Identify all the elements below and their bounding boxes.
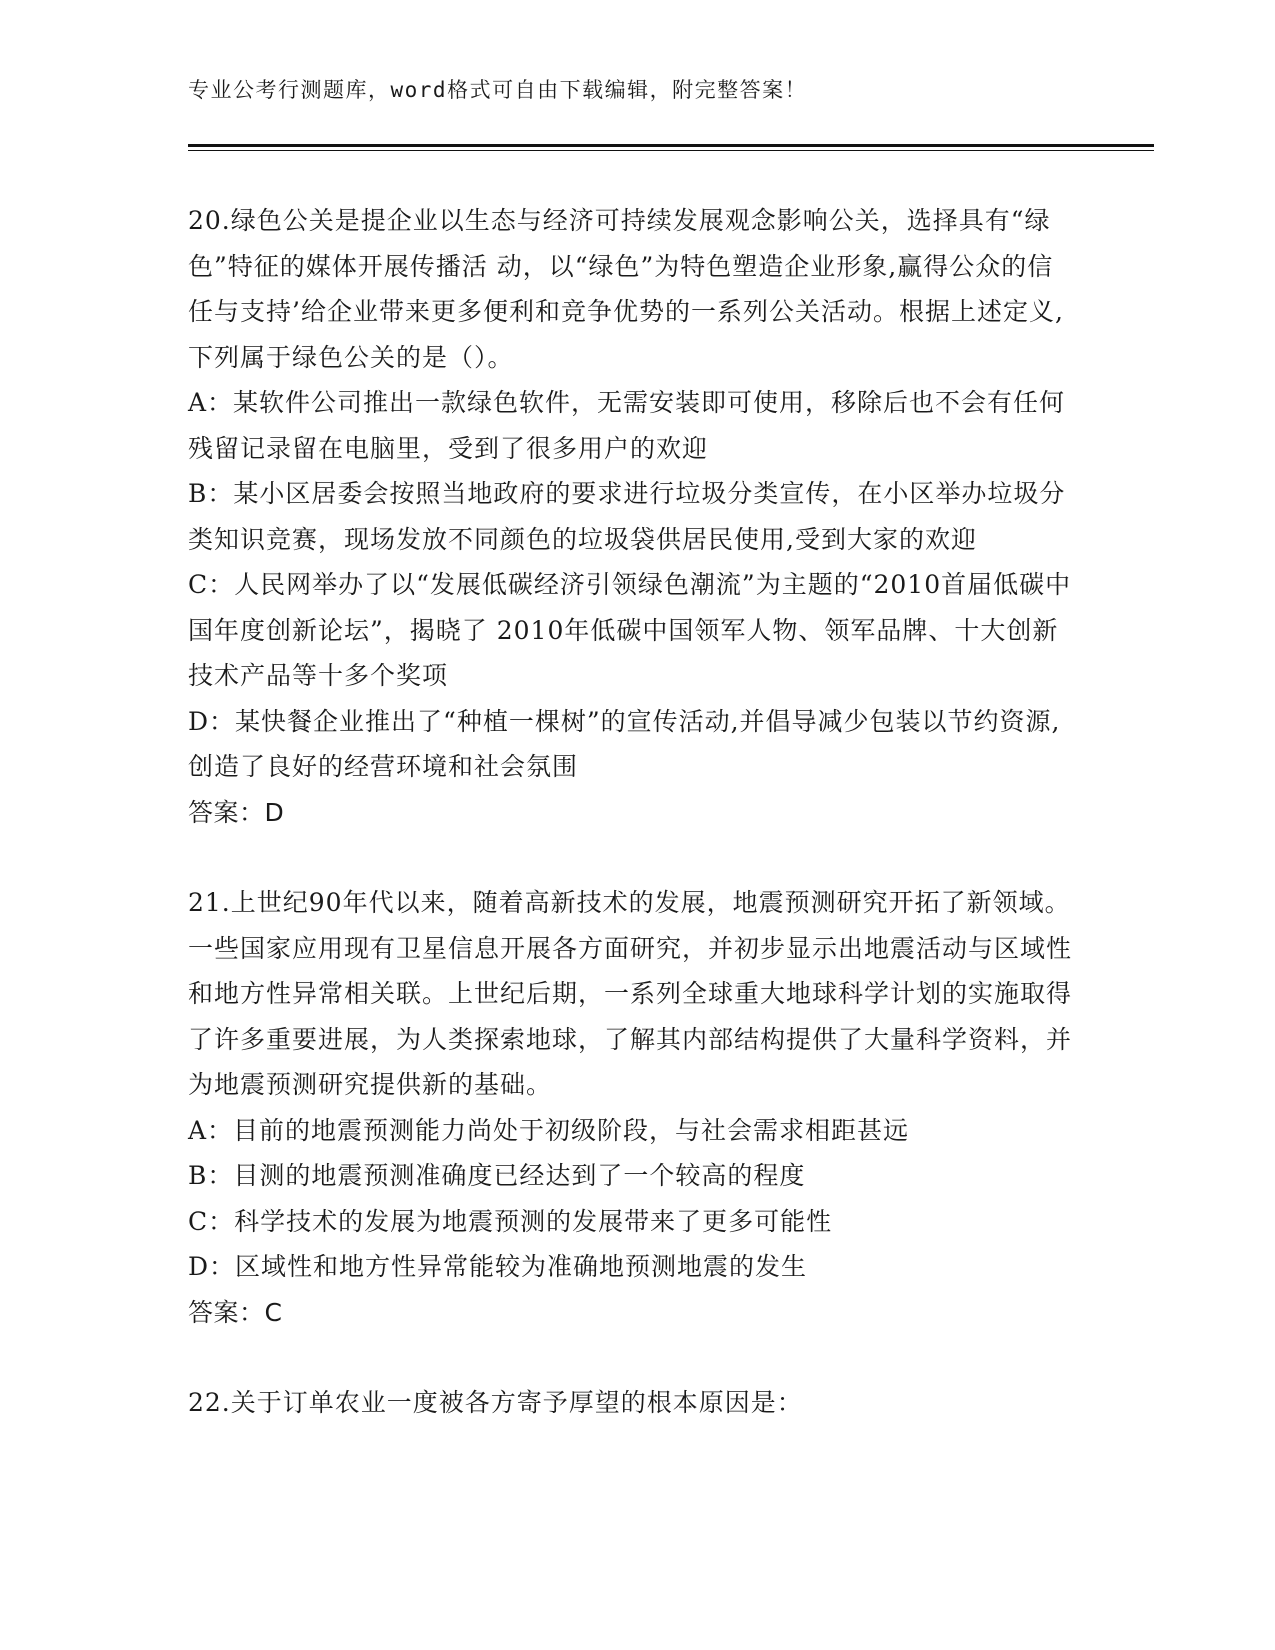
question-gap [188,1335,1078,1380]
option-b: B：某小区居委会按照当地政府的要求进行垃圾分类宣传，在小区举办垃圾分类知识竞赛，现场发放不同颜色的垃圾袋供居民使用,受到大家的欢迎 [188,479,1066,554]
option-a: A：某软件公司推出一款绿色软件，无需安装即可使用，移除后也不会有任何残留记录留在电脑里，受到了很多用户的欢迎 [188,388,1066,463]
option-b: B：目测的地震预测准确度已经达到了一个较高的程度 [188,1161,806,1190]
question-22 [188,1380,1078,1426]
question-stem: 21.上世纪90年代以来，随着高新技术的发展，地震预测研究开拓了新领域。一些国家应用现有卫星信息开展各方面研究，并初步显示出地震活动与区域性和地方性异常相关联。上世纪后期，一系列全球重大地球科学计划的实施取得了许多重要进展，为人类探索地球，了解其内部结构提供了大量科学资料，并为地震预测研究提供新的基础。 [188,888,1073,1099]
question-gap [188,835,1078,880]
option-d: D：某快餐企业推出了“种植一棵树”的宣传活动,并倡导减少包装以节约资源,创造了良好的经营环境和社会氛围 [188,706,1061,781]
header-rule-thick [188,144,1154,147]
option-a: A：目前的地震预测能力尚处于初级阶段，与社会需求相距甚远 [188,1115,910,1145]
question-list [188,198,1078,1426]
option-c: C：科学技术的发展为地震预测的发展带来了更多可能性 [188,1206,833,1236]
option-c: C：人民网举办了以“发展低碳经济引领绿色潮流”为主题的“2010首届低碳中国年度创新论坛”，揭晓了 2010年低碳中国领军人物、领军品牌、十大创新技术产品等十多个奖项 [188,570,1072,690]
question-stem: 22.关于订单农业一度被各方寄予厚望的根本原因是： [188,1388,803,1417]
page-header-text: 专业公考行测题库，word格式可自由下载编辑，附完整答案！ [188,78,808,102]
answer-label: 答案：C [188,1297,283,1327]
header-rule-thin [188,150,1154,151]
question-20 [188,198,1078,835]
answer-label: 答案：D [188,797,285,827]
question-21 [188,880,1078,1335]
question-stem: 20.绿色公关是提企业以生态与经济可持续发展观念影响公关，选择具有“绿色”特征的媒体开展传播活 动，以“绿色”为特色塑造企业形象,赢得公众的信任与支持’给企业带来更多便利和竞争优势的一系列公关活动。根据上述定义,下列属于绿色公关的是（）。 [188,206,1064,372]
option-d: D：区域性和地方性异常能较为准确地预测地震的发生 [188,1252,808,1281]
